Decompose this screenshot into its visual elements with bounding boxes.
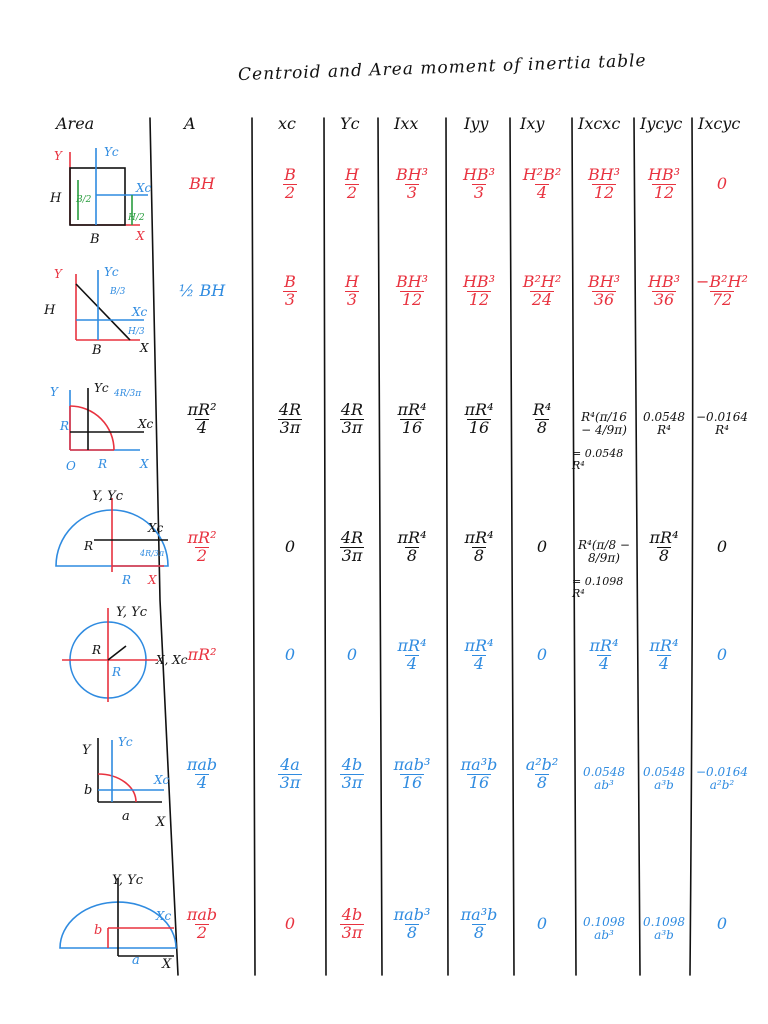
cell-r4-ixx-numerator: πR⁴ [397, 528, 427, 547]
cell-r2-iycyc-denominator: 36 [653, 289, 675, 309]
cell-r3-iycyc [636, 411, 692, 436]
fig2-label-b: B [92, 343, 102, 358]
cell-r2-ixy [513, 274, 571, 309]
figure-quarter-circle [40, 378, 165, 473]
fig4-label-4r3pi: 4R/3π [140, 549, 165, 558]
cell-r3-iyy [448, 402, 510, 437]
header-ixcxc: Ixcxc [578, 114, 621, 133]
fig7-label-xc: Xc [156, 909, 172, 923]
cell-r6-A-numerator: πab [186, 755, 218, 774]
cell-r4-ixx [380, 530, 444, 565]
cell-r2-ixcxc-numerator: BH³ [587, 272, 621, 291]
cell-r3-ixcxc-note: = 0.0548 R⁴ [572, 447, 624, 473]
cell-r2-xc [258, 274, 322, 309]
cell-r3-iyy-numerator: πR⁴ [464, 400, 494, 419]
cell-r5-iyy-numerator: πR⁴ [464, 636, 494, 655]
cell-r6-ixcyc [694, 766, 750, 791]
cell-r1-ixcyc-numerator: 0 [716, 174, 728, 193]
cell-r5-yc-numerator: 0 [346, 645, 358, 664]
cell-r6-yc [327, 757, 377, 792]
header-area: Area [56, 114, 95, 133]
cell-r6-iycyc-numerator: 0.0548 a³b [643, 765, 685, 792]
cell-r4-xc-numerator: 0 [284, 537, 296, 556]
cell-r1-A-numerator: BH [189, 174, 215, 193]
header-yc: Yc [340, 114, 360, 133]
page-title: Centroid and Area moment of inertia table [237, 50, 647, 86]
cell-r1-ixcyc [694, 176, 750, 193]
fig4-label-xc: Xc [148, 521, 164, 535]
fig7-label-a: a [132, 953, 140, 968]
fig2-label-h3: H/3 [128, 327, 145, 337]
cell-r4-ixcyc-numerator: 0 [716, 537, 728, 556]
cell-r2-ixcxc-denominator: 36 [593, 289, 615, 309]
cell-r2-ixx-numerator: BH³ [395, 272, 429, 291]
fig4-label-x: X [148, 573, 157, 587]
fig3-label-r-vert: R [60, 419, 70, 433]
cell-r1-yc-denominator: 2 [346, 182, 358, 202]
cell-r5-xc [258, 647, 322, 664]
cell-r7-ixy [513, 916, 571, 933]
fig1-label-b2: B/2 [76, 195, 92, 205]
cell-r7-iycyc-numerator: 0.1098 a³b [643, 915, 685, 942]
cell-r4-iyy [448, 530, 510, 565]
cell-r5-A [156, 647, 248, 664]
cell-r6-ixcxc [574, 766, 634, 791]
cell-r5-ixcyc-numerator: 0 [716, 645, 728, 664]
cell-r3-iycyc-numerator: 0.0548 R⁴ [643, 410, 685, 437]
cell-r4-ixy-numerator: 0 [536, 537, 548, 556]
fig2-label-xc: Xc [132, 305, 148, 319]
cell-r7-xc-numerator: 0 [284, 914, 296, 933]
cell-r6-ixx [380, 757, 444, 792]
cell-r2-iyy [448, 274, 510, 309]
fig1-label-b: B [90, 232, 100, 247]
cell-r2-iycyc [636, 274, 692, 309]
fig2-label-x: X [140, 341, 149, 355]
cell-r3-ixy-numerator: R⁴ [532, 400, 552, 419]
cell-r2-iyy-numerator: HB³ [462, 272, 496, 291]
fig4-label-yyc: Y, Yc [92, 489, 124, 504]
cell-r7-ixcyc-numerator: 0 [716, 914, 728, 933]
cell-r4-iycyc-denominator: 8 [658, 545, 670, 565]
cell-r1-ixx-denominator: 3 [406, 182, 418, 202]
cell-r6-iyy-numerator: πa³b [460, 755, 498, 774]
cell-r5-ixcxc-denominator: 4 [598, 653, 610, 673]
header-iycyc: Iycyc [640, 114, 683, 133]
cell-r3-ixcxc [574, 411, 634, 436]
cell-r7-ixx-denominator: 8 [406, 922, 418, 942]
fig2-label-b3: B/3 [110, 287, 126, 297]
cell-r3-A [156, 402, 248, 437]
fig2-label-yc: Yc [104, 265, 119, 279]
cell-r4-ixcxc-note: = 0.1098 R⁴ [572, 575, 624, 601]
cell-r1-xc [258, 167, 322, 202]
cell-r3-A-numerator: πR² [187, 400, 217, 419]
cell-r4-A-numerator: πR² [187, 528, 217, 547]
cell-r5-iycyc [636, 638, 692, 673]
cell-r7-yc [327, 907, 377, 942]
cell-r1-yc-numerator: H [345, 165, 359, 184]
cell-r4-iyy-numerator: πR⁴ [464, 528, 494, 547]
cell-r2-ixcyc [694, 274, 750, 309]
cell-r6-ixcxc-numerator: 0.0548 ab³ [583, 765, 625, 792]
cell-r2-A-numerator: ½ BH [178, 281, 226, 300]
fig2-label-h: H [44, 303, 56, 318]
cell-r1-ixx-numerator: BH³ [395, 165, 429, 184]
fig7-label-yyc: Y, Yc [112, 873, 144, 888]
fig1-label-h2: H/2 [128, 213, 145, 223]
fig1-label-xc: Xc [136, 181, 152, 195]
fig4-label-r-base: R [122, 573, 132, 587]
cell-r3-ixx-denominator: 16 [401, 417, 423, 437]
cell-r2-yc [327, 274, 377, 309]
cell-r2-ixcxc [574, 274, 634, 309]
fig3-label-xc: Xc [138, 417, 154, 431]
figure-rectangle [40, 140, 155, 245]
cell-r1-ixcxc-denominator: 12 [593, 182, 615, 202]
cell-r3-ixx [380, 402, 444, 437]
cell-r7-ixcxc-numerator: 0.1098 ab³ [583, 915, 625, 942]
cell-r3-ixy-denominator: 8 [536, 417, 548, 437]
header-xc: xc [278, 114, 296, 133]
cell-r7-ixx [380, 907, 444, 942]
cell-r3-yc [327, 402, 377, 437]
fig5-label-r-2: R [112, 665, 122, 679]
fig2-label-y: Y [54, 267, 62, 281]
cell-r4-A [156, 530, 248, 565]
cell-r6-ixy-denominator: 8 [536, 772, 548, 792]
fig7-label-b: b [94, 923, 103, 938]
divider-2 [252, 118, 255, 975]
cell-r4-ixx-denominator: 8 [406, 545, 418, 565]
fig7-label-x: X [162, 957, 172, 972]
cell-r6-yc-numerator: 4b [341, 755, 363, 774]
cell-r3-ixx-numerator: πR⁴ [397, 400, 427, 419]
header-a: A [184, 114, 196, 133]
cell-r5-ixx-numerator: πR⁴ [397, 636, 427, 655]
cell-r3-yc-denominator: 3π [341, 417, 363, 437]
cell-r6-xc-numerator: 4a [280, 755, 300, 774]
cell-r2-iyy-denominator: 12 [468, 289, 490, 309]
header-ixx: Ixx [394, 114, 419, 133]
fig3-label-yc: Yc [94, 381, 109, 395]
cell-r2-ixx [380, 274, 444, 309]
cell-r6-A [156, 757, 248, 792]
fig6-label-y: Y [82, 743, 91, 758]
cell-r6-iycyc [636, 766, 692, 791]
fig6-label-a: a [122, 809, 130, 824]
cell-r4-ixcxc-numerator: R⁴(π/8 − 8/9π) [578, 538, 630, 565]
cell-r1-iyy-numerator: HB³ [462, 165, 496, 184]
cell-r3-xc-denominator: 3π [279, 417, 301, 437]
cell-r6-ixy [513, 757, 571, 792]
cell-r5-iyy [448, 638, 510, 673]
cell-r7-A-denominator: 2 [196, 922, 208, 942]
cell-r7-iyy [448, 907, 510, 942]
cell-r2-yc-denominator: 3 [346, 289, 358, 309]
cell-r6-ixy-numerator: a²b² [525, 755, 559, 774]
fig3-label-r-horz: R [98, 457, 108, 471]
cell-r5-ixy-numerator: 0 [536, 645, 548, 664]
cell-r5-ixx-denominator: 4 [406, 653, 418, 673]
header-ixcyc: Ixcyc [698, 114, 741, 133]
cell-r7-A [156, 907, 248, 942]
fig3-label-x: X [140, 457, 149, 471]
cell-r5-ixcxc-numerator: πR⁴ [589, 636, 619, 655]
fig1-label-h: H [50, 191, 62, 206]
fig5-label-r-1: R [92, 643, 102, 657]
cell-r6-xc-denominator: 3π [279, 772, 301, 792]
cell-r7-iyy-numerator: πa³b [460, 905, 498, 924]
cell-r5-iycyc-numerator: πR⁴ [649, 636, 679, 655]
cell-r7-ixcyc [694, 916, 750, 933]
cell-r3-ixcyc-numerator: −0.0164 R⁴ [696, 410, 749, 437]
cell-r5-xc-numerator: 0 [284, 645, 296, 664]
cell-r3-ixy [513, 402, 571, 437]
cell-r4-yc [327, 530, 377, 565]
cell-r6-ixx-denominator: 16 [401, 772, 423, 792]
cell-r5-yc [327, 647, 377, 664]
cell-r1-iyy [448, 167, 510, 202]
fig6-label-b: b [84, 783, 93, 798]
fig1-label-y: Y [54, 149, 62, 163]
cell-r2-yc-numerator: H [345, 272, 359, 291]
cell-r1-xc-denominator: 2 [284, 182, 296, 202]
cell-r3-ixcyc [694, 411, 750, 436]
cell-r2-ixy-denominator: 24 [531, 289, 553, 309]
cell-r7-ixx-numerator: πab³ [393, 905, 431, 924]
fig6-label-yc: Yc [118, 735, 133, 749]
header-iyy: Iyy [464, 114, 489, 133]
cell-r2-ixcyc-denominator: 72 [711, 289, 733, 309]
cell-r3-A-denominator: 4 [196, 417, 208, 437]
cell-r6-iyy [448, 757, 510, 792]
cell-r4-yc-numerator: 4R [340, 528, 364, 547]
cell-r3-iyy-denominator: 16 [468, 417, 490, 437]
cell-r1-ixy [513, 167, 571, 202]
cell-r4-A-denominator: 2 [196, 545, 208, 565]
cell-r2-A [156, 283, 248, 300]
cell-r3-xc-numerator: 4R [278, 400, 302, 419]
cell-r1-ixy-denominator: 4 [536, 182, 548, 202]
cell-r5-A-numerator: πR² [187, 645, 217, 664]
header-ixy: Ixy [520, 114, 545, 133]
divider-3 [324, 118, 326, 975]
fig1-label-yc: Yc [104, 145, 119, 159]
fig3-label-y: Y [50, 385, 58, 399]
cell-r1-ixx [380, 167, 444, 202]
cell-r1-iycyc [636, 167, 692, 202]
cell-r7-A-numerator: πab [186, 905, 218, 924]
cell-r1-A [156, 176, 248, 193]
cell-r7-xc [258, 916, 322, 933]
cell-r2-xc-denominator: 3 [284, 289, 296, 309]
fig5-label-xxc: X, Xc [156, 653, 188, 667]
fig4-label-r-inner: R [84, 539, 94, 553]
cell-r1-yc [327, 167, 377, 202]
cell-r5-ixcxc [574, 638, 634, 673]
cell-r2-ixcyc-numerator: −B²H² [696, 272, 748, 291]
cell-r2-ixx-denominator: 12 [401, 289, 423, 309]
figure-triangle [40, 262, 155, 357]
cell-r7-yc-numerator: 4b [341, 905, 363, 924]
cell-r3-yc-numerator: 4R [340, 400, 364, 419]
cell-r1-ixcxc [574, 167, 634, 202]
cell-r7-iycyc [636, 916, 692, 941]
cell-r4-yc-denominator: 3π [341, 545, 363, 565]
cell-r7-ixy-numerator: 0 [536, 914, 548, 933]
cell-r2-iycyc-numerator: HB³ [647, 272, 681, 291]
cell-r7-yc-denominator: 3π [341, 922, 363, 942]
cell-r5-ixx [380, 638, 444, 673]
cell-r6-ixx-numerator: πab³ [393, 755, 431, 774]
fig6-label-x: X [156, 815, 166, 830]
fig6-label-xc: Xc [154, 773, 170, 787]
cell-r7-ixcxc [574, 916, 634, 941]
cell-r6-xc [258, 757, 322, 792]
cell-r2-ixy-numerator: B²H² [522, 272, 562, 291]
fig3-label-o: O [66, 459, 76, 473]
cell-r4-ixcxc [574, 539, 634, 564]
cell-r4-ixy [513, 539, 571, 556]
cell-r4-iycyc-numerator: πR⁴ [649, 528, 679, 547]
cell-r4-iycyc [636, 530, 692, 565]
cell-r5-ixy [513, 647, 571, 664]
cell-r6-ixcyc-numerator: −0.0164 a²b² [696, 765, 749, 792]
cell-r3-xc [258, 402, 322, 437]
cell-r2-xc-numerator: B [284, 272, 296, 291]
cell-r6-yc-denominator: 3π [341, 772, 363, 792]
cell-r4-iyy-denominator: 8 [473, 545, 485, 565]
cell-r6-A-denominator: 4 [196, 772, 208, 792]
fig1-label-x: X [136, 229, 145, 243]
cell-r3-ixcxc-numerator: R⁴(π/16 − 4/9π) [581, 410, 627, 437]
cell-r1-iycyc-denominator: 12 [653, 182, 675, 202]
cell-r1-iyy-denominator: 3 [473, 182, 485, 202]
cell-r5-ixcyc [694, 647, 750, 664]
cell-r7-iyy-denominator: 8 [473, 922, 485, 942]
fig5-label-yyc: Y, Yc [116, 605, 148, 620]
cell-r1-ixcxc-numerator: BH³ [587, 165, 621, 184]
cell-r1-iycyc-numerator: HB³ [647, 165, 681, 184]
cell-r5-iyy-denominator: 4 [473, 653, 485, 673]
cell-r6-iyy-denominator: 16 [468, 772, 490, 792]
fig3-label-4r3pi: 4R/3π [114, 389, 142, 399]
cell-r5-iycyc-denominator: 4 [658, 653, 670, 673]
cell-r1-ixy-numerator: H²B² [522, 165, 562, 184]
cell-r1-xc-numerator: B [284, 165, 296, 184]
cell-r4-ixcyc [694, 539, 750, 556]
cell-r4-xc [258, 539, 322, 556]
